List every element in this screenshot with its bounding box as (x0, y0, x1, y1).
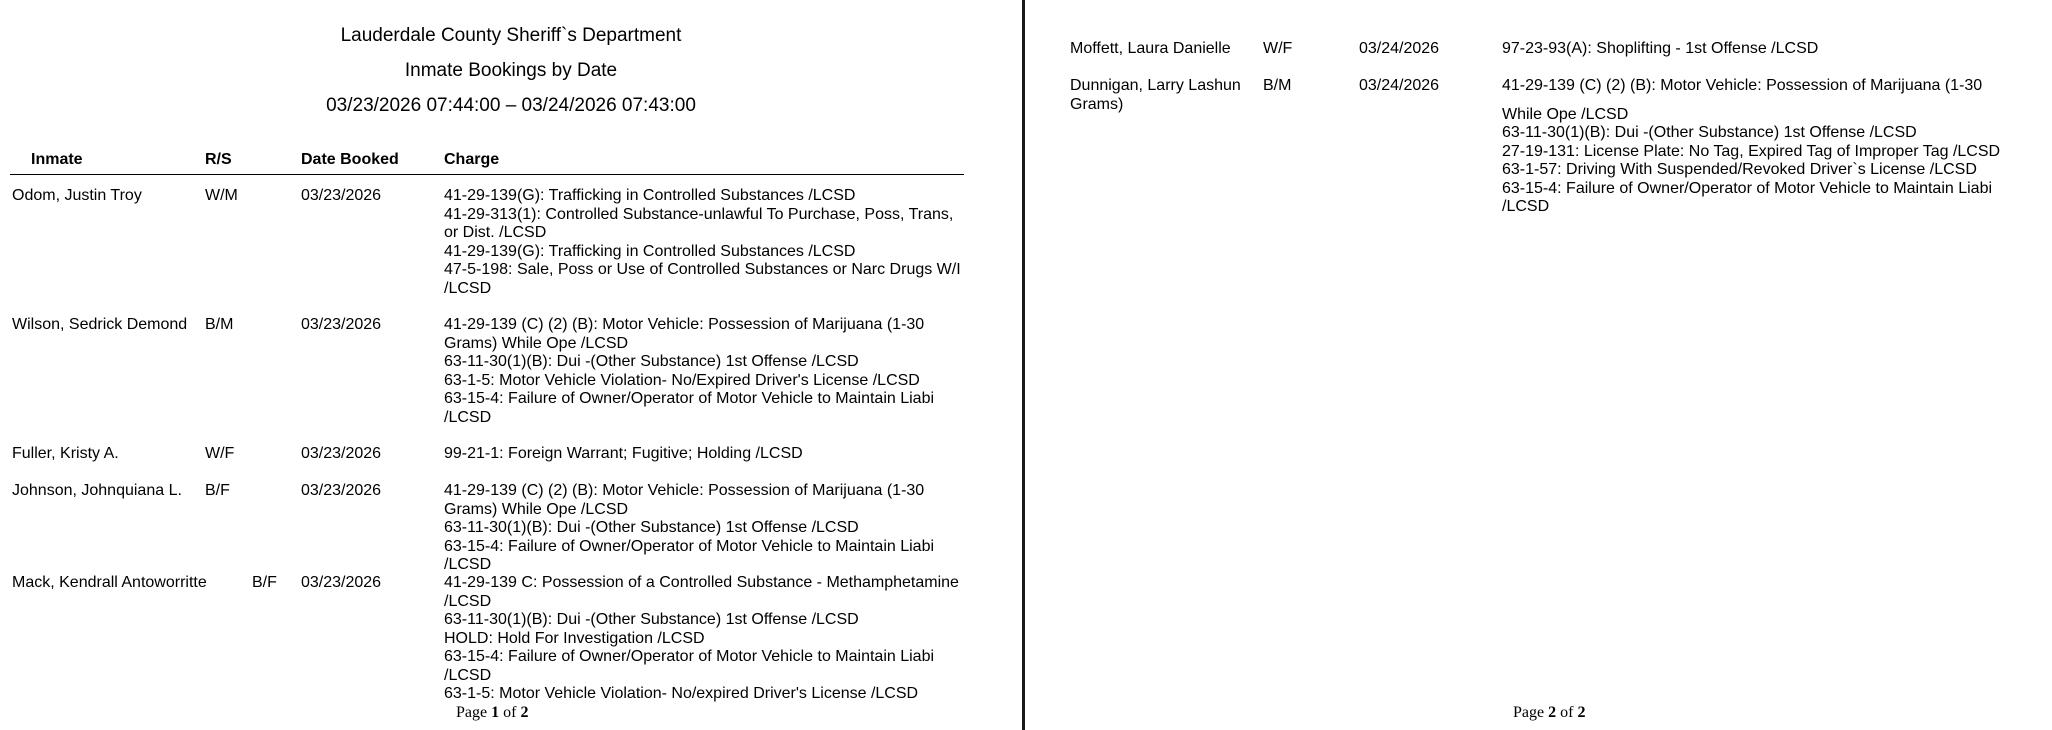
charge-line: /LCSD (444, 666, 492, 684)
charge-list (444, 445, 964, 464)
charge-line: 41-29-139 (C) (2) (B): Motor Vehicle: Possession of Marijuana (1-30 (1502, 77, 1983, 94)
race-sex: W/F (1263, 40, 1293, 57)
charge-list (1502, 40, 2042, 59)
date-booked: 03/24/2026 (1359, 77, 1440, 94)
page-number-current: 2 (1548, 704, 1557, 721)
charge-line: 63-15-4: Failure of Owner/Operator of Motor Vehicle to Maintain Liabi (444, 390, 935, 407)
charge-line: /LCSD (444, 592, 492, 610)
inmate-name: Moffett, Laura Danielle (1070, 40, 1231, 57)
page-number-separator: of (1556, 704, 1578, 721)
charge-line: 63-15-4: Failure of Owner/Operator of Motor Vehicle to Maintain Liabi (444, 537, 935, 555)
line-gap (1502, 96, 2042, 106)
charge-list (444, 187, 964, 298)
report-page-1 (0, 0, 1022, 730)
race-sex: B/F (205, 482, 230, 499)
page-number (456, 704, 528, 722)
inmate-name: Fuller, Kristy A. (12, 445, 119, 462)
charge-line: Grams) While Ope /LCSD (444, 334, 629, 352)
page-number-prefix: Page (456, 704, 492, 721)
race-sex: B/M (1263, 77, 1292, 94)
date-booked: 03/23/2026 (301, 445, 382, 462)
charge-line: /LCSD (444, 556, 492, 573)
page-number-total: 2 (1577, 704, 1586, 721)
column-header-date-booked: Date Booked (301, 151, 399, 168)
charge-line: 41-29-139(G): Trafficking in Controlled Substances /LCSD (444, 187, 856, 204)
report-date-range: 03/23/2026 07:44:00 – 03/24/2026 07:43:00 (326, 95, 696, 116)
header-rule (10, 174, 964, 175)
charge-line: 47-5-198: Sale, Poss or Use of Controlled Substances or Narc Drugs W/I (444, 261, 961, 278)
charge-line: Grams) While Ope /LCSD (444, 500, 629, 518)
report-title: Lauderdale County Sheriff`s Department (340, 25, 682, 46)
page-number-current: 1 (491, 704, 500, 721)
inmate-name: Johnson, Johnquiana L. (12, 482, 182, 499)
charge-line: 27-19-131: License Plate: No Tag, Expired Tag of Improper Tag /LCSD (1502, 142, 2001, 160)
page-number-separator: of (499, 704, 521, 721)
race-sex: B/F (252, 574, 277, 591)
charge-line: 99-21-1: Foreign Warrant; Fugitive; Holding /LCSD (444, 445, 803, 462)
race-sex: W/F (205, 445, 235, 462)
inmate-name: Odom, Justin Troy (12, 187, 142, 204)
date-booked: 03/24/2026 (1359, 40, 1440, 57)
charge-line: 63-1-5: Motor Vehicle Violation- No/expired Driver's License /LCSD (444, 685, 919, 702)
report-page-2 (1025, 0, 2052, 730)
charge-line: 41-29-139 (C) (2) (B): Motor Vehicle: Possession of Marijuana (1-30 (444, 316, 925, 333)
charge-line: /LCSD (1502, 198, 1550, 215)
date-booked: 03/23/2026 (301, 316, 382, 333)
charge-line: 97-23-93(A): Shoplifting - 1st Offense /LCSD (1502, 40, 1819, 57)
charge-list (444, 574, 964, 704)
charge-list (444, 482, 964, 575)
charge-line: 41-29-139 (C) (2) (B): Motor Vehicle: Possession of Marijuana (1-30 (444, 482, 925, 499)
charge-list (444, 316, 964, 427)
race-sex: W/M (205, 187, 238, 204)
date-booked: 03/23/2026 (301, 574, 382, 591)
page-number-prefix: Page (1513, 704, 1549, 721)
charge-line: or Dist. /LCSD (444, 224, 547, 241)
charge-line: 63-11-30(1)(B): Dui -(Other Substance) 1st Offense /LCSD (444, 519, 859, 536)
column-header-rs: R/S (205, 151, 232, 168)
charge-line: 41-29-139(G): Trafficking in Controlled Substances /LCSD (444, 242, 856, 260)
charge-line: 63-1-5: Motor Vehicle Violation- No/Expired Driver's License /LCSD (444, 371, 920, 389)
inmate-name: Wilson, Sedrick Demond (12, 316, 188, 333)
charge-line: 41-29-139 C: Possession of a Controlled Substance - Methamphetamine (444, 574, 959, 591)
charge-line: 41-29-313(1): Controlled Substance-unlawful To Purchase, Poss, Trans, (444, 205, 954, 223)
inmate-name: Mack, Kendrall Antoworritte (12, 574, 207, 591)
date-booked: 03/23/2026 (301, 187, 382, 204)
inmate-name: Dunnigan, Larry Lashun Grams) (1070, 77, 1241, 113)
column-header-charge: Charge (444, 151, 500, 168)
race-sex: B/M (205, 316, 234, 333)
charge-line: 63-15-4: Failure of Owner/Operator of Motor Vehicle to Maintain Liabi (444, 648, 935, 665)
charge-line: 63-1-57: Driving With Suspended/Revoked Driver`s License /LCSD (1502, 161, 1977, 178)
charge-line: While Ope /LCSD (1502, 105, 1629, 123)
page-number-total: 2 (520, 704, 529, 721)
charge-line: /LCSD (444, 279, 492, 297)
date-booked: 03/23/2026 (301, 482, 382, 499)
charge-line: 63-11-30(1)(B): Dui -(Other Substance) 1st Offense /LCSD (1502, 124, 1917, 141)
charge-line: 63-15-4: Failure of Owner/Operator of Motor Vehicle to Maintain Liabi (1502, 179, 1993, 197)
charge-line: /LCSD (444, 408, 492, 426)
page-number (1513, 704, 1585, 722)
column-header-inmate: Inmate (31, 151, 83, 168)
charge-list (1502, 77, 2042, 217)
charge-line: 63-11-30(1)(B): Dui -(Other Substance) 1st Offense /LCSD (444, 353, 859, 370)
charge-line: HOLD: Hold For Investigation /LCSD (444, 629, 705, 647)
report-subtitle: Inmate Bookings by Date (404, 60, 618, 81)
charge-line: 63-11-30(1)(B): Dui -(Other Substance) 1st Offense /LCSD (444, 611, 859, 628)
